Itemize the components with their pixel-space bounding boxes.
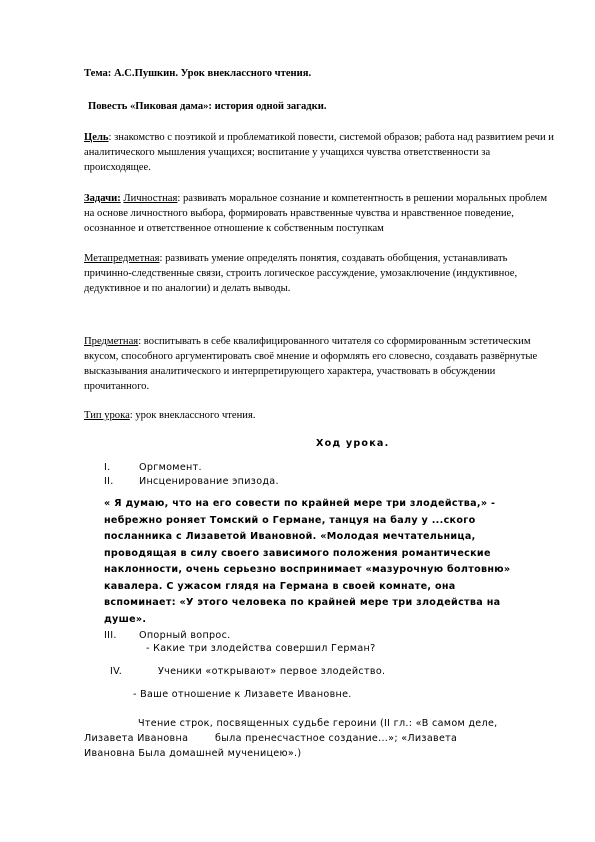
goal-paragraph: [84, 130, 554, 175]
quote-line: вспоминает: «У этого человека по крайней мере три злодейства на: [104, 597, 501, 608]
quote-line: « Я думаю, что на его совести по крайней мере три злодейства,» -: [104, 498, 496, 509]
quote-line: кавалера. С ужасом глядя на Германа в своей комнате, она: [104, 580, 456, 592]
lesson-course-title: Ход урока.: [316, 438, 390, 449]
lesson-type-paragraph: [84, 408, 554, 423]
item-4-text: Ученики «открывают» первое злодейство.: [158, 666, 386, 677]
story-subtitle: [88, 99, 558, 114]
meta-label: Метапредметная: [84, 253, 160, 264]
item-1-text: Оргмомент.: [139, 462, 202, 473]
theme-heading: [84, 66, 554, 81]
lesson-type-text: : урок внеклассного чтения.: [129, 410, 256, 421]
item-2-number: II.: [104, 476, 114, 487]
item-3-question: - Какие три злодейства совершил Герман?: [146, 643, 376, 654]
theme-text: Тема: А.С.Пушкин. Урок внеклассного чтения.: [84, 68, 312, 79]
subtitle-text: Повесть «Пиковая дама»: история одной загадки.: [88, 101, 327, 112]
quote-line: проводящая в силу своего зависимого положения романтические: [104, 547, 491, 559]
reading-line-2: Лизавета Ивановна была пренесчастное создание...»; «Лизавета: [84, 733, 458, 744]
personal-label: Личностная: [123, 193, 178, 204]
quote-line: душе».: [104, 613, 147, 625]
quote-line: наклонности, очень серьезно воспринимает «мазурочную болтовню»: [104, 564, 511, 575]
lesson-type-label: Тип урока: [84, 410, 130, 421]
tasks-paragraph: [84, 191, 554, 236]
subject-label: Предметная: [84, 336, 139, 347]
item-3-text: Опорный вопрос.: [139, 630, 231, 641]
goal-label: Цель: [84, 132, 109, 143]
item-4-number: IV.: [110, 666, 123, 677]
tasks-label: Задачи:: [84, 193, 121, 204]
subject-paragraph: [84, 334, 554, 394]
quote-block: [104, 496, 574, 628]
attitude-question: - Ваше отношение к Лизавете Ивановне.: [133, 689, 352, 700]
reading-line-1: Чтение строк, посвященных судьбе героини (II гл.: «В самом деле,: [138, 718, 498, 729]
quote-line: посланника с Лизаветой Ивановной. «Молодая мечтательница,: [104, 531, 476, 542]
item-1-number: I.: [104, 462, 111, 473]
meta-text: : развивать умение определять понятия, создавать обобщения, устанавливать причинно-следственные связи, строить логическое рассуждение, умозаключение (индуктивное, дедуктивное и по аналогии) и делать выводы.: [84, 253, 518, 294]
item-2-text: Инсценирование эпизода.: [139, 476, 279, 487]
goal-text: : знакомство с поэтикой и проблематикой повести, системой образов; работа над развитием речи и аналитического мышления учащихся; воспитание у учащихся чувства ответственности за происходящее.: [84, 132, 554, 173]
quote-line: небрежно роняет Томский о Германе, танцуя на балу у ...ского: [104, 514, 476, 526]
meta-paragraph: [84, 251, 554, 296]
item-3-number: III.: [104, 630, 117, 641]
reading-line-3: Ивановна Была домашней мученицею».): [84, 748, 302, 759]
tasks-text: : развивать моральное сознание и компетентность в решении моральных проблем на основе личностного выбора, формировать нравственные чувства и нравственное поведение, осознанное и ответственное отношение к собственным поступкам: [84, 193, 548, 234]
subject-text: : воспитывать в себе квалифицированного читателя со сформированным эстетическим вкусом, способного аргументировать своё мнение и оформлять его словесно, создавать развёрнутые высказывания аналитического и интерпретирующего характера, участвовать в обсуждении прочитанного.: [84, 336, 538, 392]
